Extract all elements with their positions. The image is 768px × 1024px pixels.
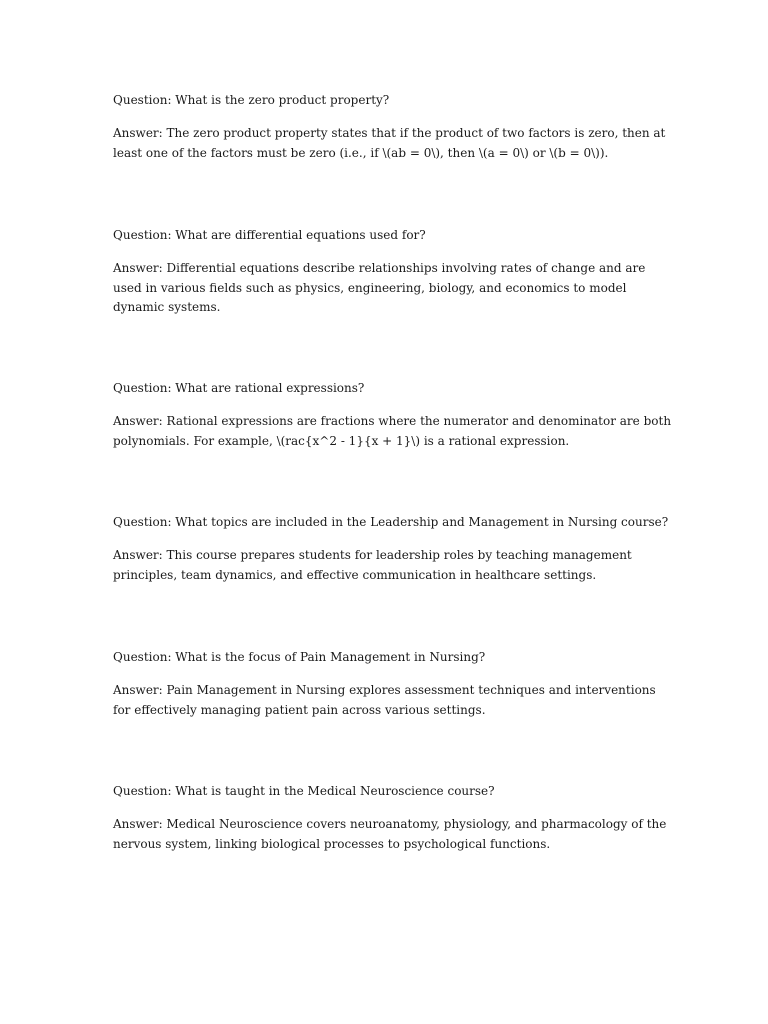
answer-line: Answer: This course prepares students for leadership roles by teaching management [113, 548, 632, 562]
answer-line: nervous system, linking biological processes to psychological functions. [113, 836, 551, 851]
answer-line: Answer: The zero product property states that if the product of two factors is zero, then at [113, 126, 666, 140]
question-text: Question: What are rational expressions? [113, 381, 365, 395]
answer-text [113, 124, 713, 163]
answer-text [113, 546, 713, 585]
answer-line: polynomials. For example, \(rac{x^2 - 1}{x + 1}\) is a rational expression. [113, 433, 570, 448]
answer-line: Answer: Rational expressions are fractions where the numerator and denominator are both [113, 414, 672, 428]
answer-line: dynamic systems. [113, 300, 221, 314]
qa-item-differential-equations [113, 226, 713, 318]
question-text: Question: What is the focus of Pain Management in Nursing? [113, 650, 486, 664]
qa-item-rational-expressions [113, 379, 713, 451]
question-text: Question: What is taught in the Medical Neuroscience course? [113, 784, 495, 798]
answer-line: least one of the factors must be zero (i.e., if \(ab = 0\), then \(a = 0\) or \(b = 0\)). [113, 145, 609, 160]
answer-line: for effectively managing patient pain across various settings. [113, 702, 486, 717]
answer-line: Answer: Differential equations describe relationships involving rates of change and are [113, 261, 646, 275]
answer-line: used in various fields such as physics, engineering, biology, and economics to model [113, 280, 627, 295]
answer-line: principles, team dynamics, and effective communication in healthcare settings. [113, 567, 597, 582]
qa-item-medical-neuroscience [113, 782, 713, 854]
answer-text [113, 259, 713, 318]
qa-item-zero-product-property [113, 91, 713, 163]
answer-text [113, 412, 713, 451]
question-text: Question: What are differential equations used for? [113, 228, 426, 242]
qa-item-leadership-management-nursing [113, 513, 713, 585]
question-text: Question: What topics are included in the Leadership and Management in Nursing course? [113, 515, 669, 529]
answer-text [113, 681, 713, 720]
question-text: Question: What is the zero product property? [113, 93, 390, 107]
answer-line: Answer: Medical Neuroscience covers neuroanatomy, physiology, and pharmacology of the [113, 817, 667, 831]
qa-item-pain-management-nursing [113, 648, 713, 720]
answer-text [113, 815, 713, 854]
answer-line: Answer: Pain Management in Nursing explores assessment techniques and interventions [113, 683, 656, 697]
